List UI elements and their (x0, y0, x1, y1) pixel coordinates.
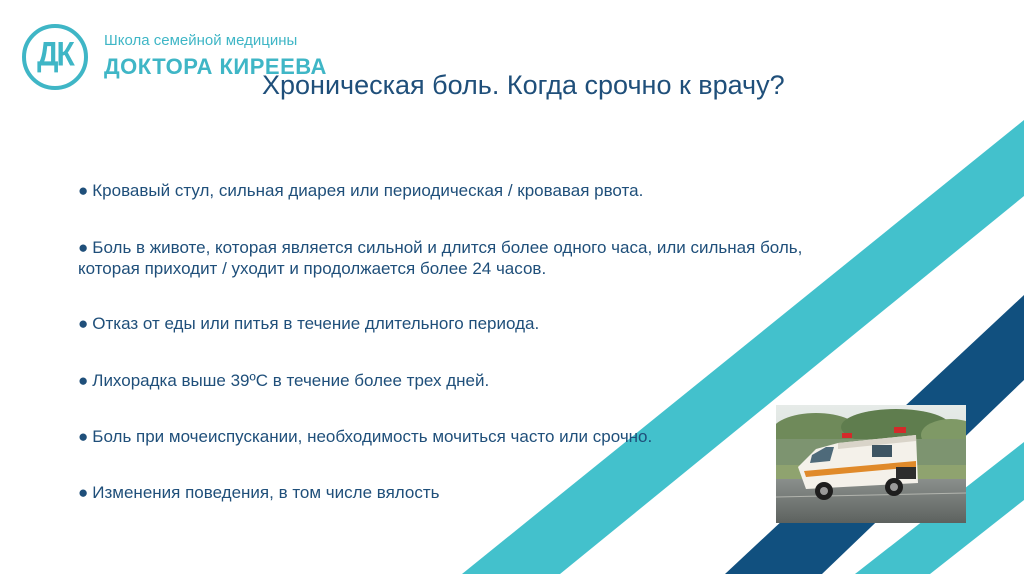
bullet-item (78, 313, 838, 334)
bullet-item (78, 237, 838, 279)
bullet-text: Боль при мочеиспускании, необходимость мочиться часто или срочно. (92, 427, 653, 446)
logo-line2: ДОКТОРА КИРЕЕВА (104, 54, 327, 79)
bullet-dot: ● (78, 314, 89, 333)
ambulance-photo (776, 405, 966, 523)
slide-title: Хроническая боль. Когда срочно к врачу? (262, 70, 785, 100)
ambulance-illustration (776, 405, 966, 523)
logo-monogram: ДК (37, 35, 73, 74)
bullet-item (78, 370, 838, 391)
logo (22, 24, 327, 96)
bullet-dot: ● (78, 181, 89, 200)
bullet-text: Изменения поведения, в том числе вялость (92, 483, 440, 502)
bullet-text: Отказ от еды или питья в течение длительного периода. (92, 314, 540, 333)
bullet-dot: ● (78, 427, 89, 446)
bullet-text: Кровавый стул, сильная диарея или периодическая / кровавая рвота. (92, 181, 644, 200)
bullet-dot: ● (78, 238, 89, 257)
bullet-text: Боль в животе, которая является сильной и длится более одного часа, или сильная боль, которая приходит / уходит и продолжается более 24 часов. (78, 238, 803, 278)
bullet-dot: ● (78, 483, 89, 502)
logo-line1: Школа семейной медицины (104, 32, 298, 49)
bullet-item (78, 426, 838, 447)
bullet-dot: ● (78, 371, 89, 390)
bullet-item (78, 482, 838, 503)
bullet-item (78, 180, 838, 201)
bullet-text: Лихорадка выше 39ºС в течение более трех дней. (92, 371, 490, 390)
